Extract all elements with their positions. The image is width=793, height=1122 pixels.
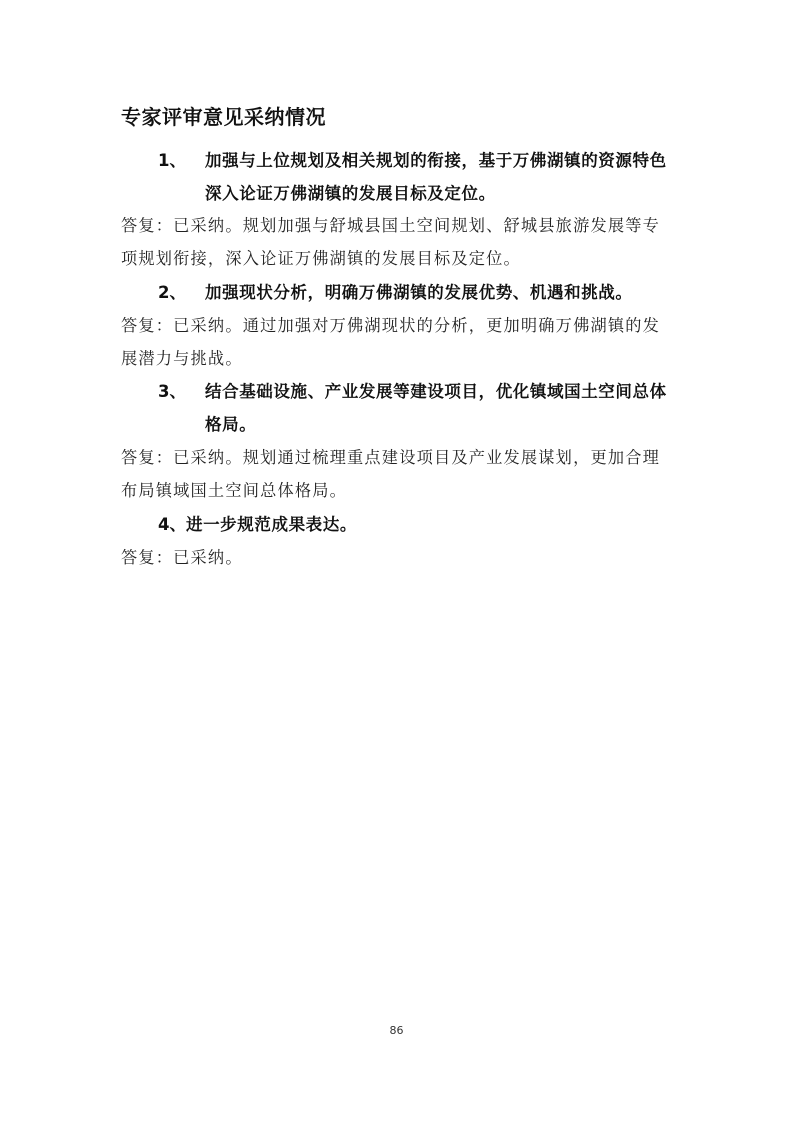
reply-1: 答复：已采纳。规划加强与舒城县国土空间规划、舒城县旅游发展等专项规划衔接，深入论证万佛湖镇的发展目标及定位。 bbox=[121, 216, 661, 268]
reply-2: 答复：已采纳。通过加强对万佛湖现状的分析，更加明确万佛湖镇的发展潜力与挑战。 bbox=[121, 316, 661, 368]
page-number: 86 bbox=[389, 1024, 404, 1037]
item-text: 加强现状分析，明确万佛湖镇的发展优势、机遇和挑战。 bbox=[205, 283, 633, 302]
item-text: 结合基础设施、产业发展等建设项目，优化镇域国土空间总体格局。 bbox=[205, 382, 667, 434]
item-text: 进一步规范成果表达。 bbox=[185, 515, 357, 534]
reply-4: 答复：已采纳。 bbox=[121, 548, 243, 567]
opinion-item-2 bbox=[158, 276, 678, 309]
item-number: 2、 bbox=[158, 283, 186, 302]
opinion-item-4 bbox=[158, 508, 678, 541]
item-number: 3、 bbox=[158, 382, 186, 401]
opinion-item-1 bbox=[158, 144, 678, 210]
page-title: 专家评审意见采纳情况 bbox=[121, 105, 326, 129]
opinion-item-3 bbox=[158, 375, 678, 441]
item-number: 4、 bbox=[158, 515, 186, 534]
item-text: 加强与上位规划及相关规划的衔接，基于万佛湖镇的资源特色深入论证万佛湖镇的发展目标及定位。 bbox=[205, 151, 667, 203]
reply-3: 答复：已采纳。规划通过梳理重点建设项目及产业发展谋划，更加合理布局镇域国土空间总体格局。 bbox=[121, 448, 661, 500]
item-number: 1、 bbox=[158, 151, 186, 170]
